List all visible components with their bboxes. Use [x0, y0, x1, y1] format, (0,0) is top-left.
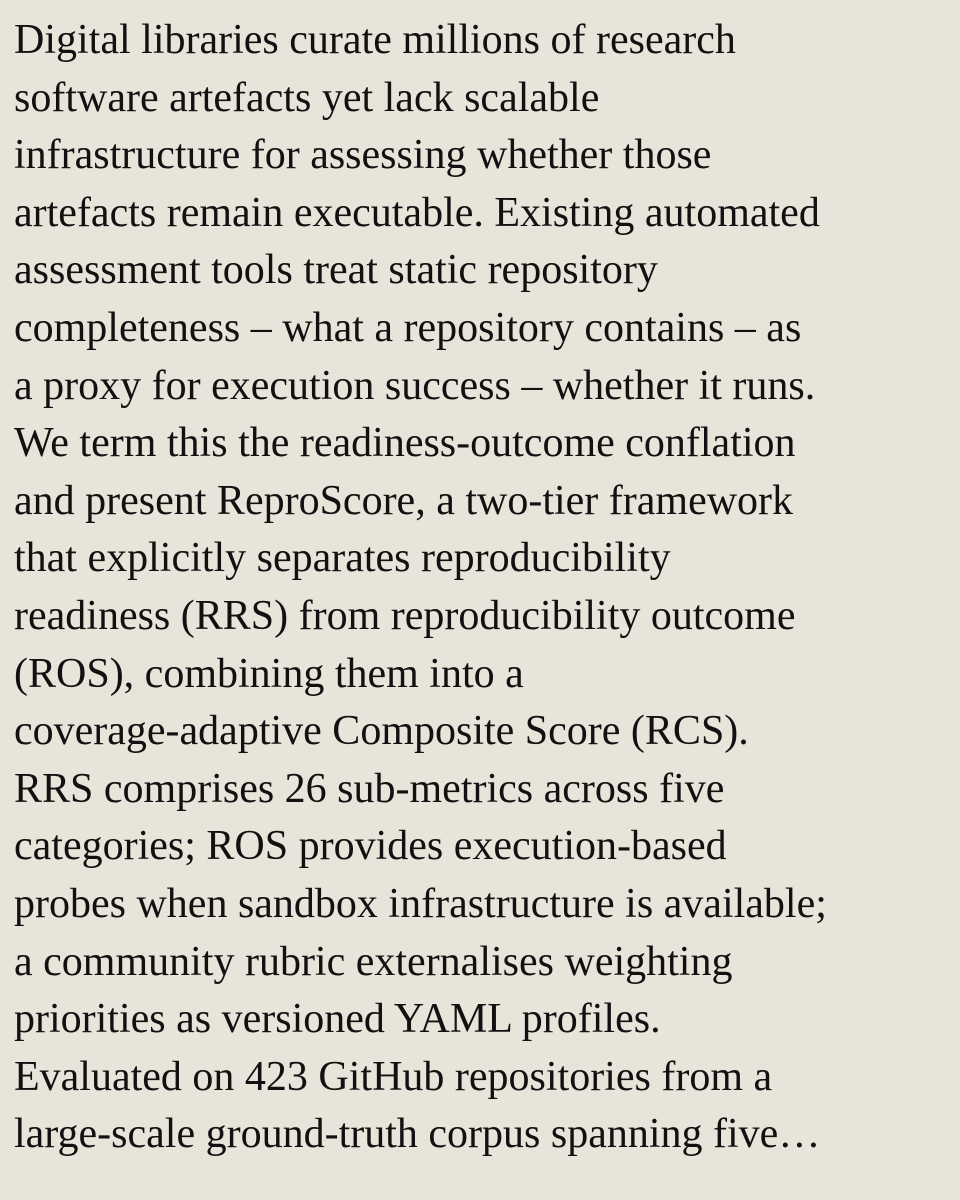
text-line: large-scale ground-truth corpus spanning five…	[14, 1111, 821, 1158]
text-line: completeness – what a repository contains – as	[14, 304, 802, 351]
text-line: Evaluated on 423 GitHub repositories from a	[14, 1053, 773, 1100]
text-line: Digital libraries curate millions of research	[14, 17, 736, 63]
text-line: coverage-adaptive Composite Score (RCS).	[14, 708, 749, 755]
text-line: a proxy for execution success – whether it runs.	[14, 362, 816, 409]
text-line: and present ReproScore, a two-tier framework	[14, 477, 794, 524]
text-line: assessment tools treat static repository	[14, 247, 658, 294]
text-line: categories; ROS provides execution-based	[14, 823, 727, 870]
text-line: that explicitly separates reproducibility	[14, 535, 671, 582]
text-line: priorities as versioned YAML profiles.	[14, 996, 661, 1043]
text-line: software artefacts yet lack scalable	[14, 74, 600, 121]
abstract-paragraph	[14, 12, 960, 1164]
text-line: We term this the readiness-outcome conflation	[14, 420, 796, 467]
text-line: RRS comprises 26 sub-metrics across five	[14, 765, 725, 812]
text-line: artefacts remain executable. Existing automated	[14, 189, 820, 236]
text-line: probes when sandbox infrastructure is available;	[14, 880, 827, 927]
text-line: infrastructure for assessing whether those	[14, 132, 712, 179]
text-line: (ROS), combining them into a	[14, 650, 524, 697]
text-line: a community rubric externalises weighting	[14, 938, 733, 985]
text-line: readiness (RRS) from reproducibility outcome	[14, 592, 796, 639]
